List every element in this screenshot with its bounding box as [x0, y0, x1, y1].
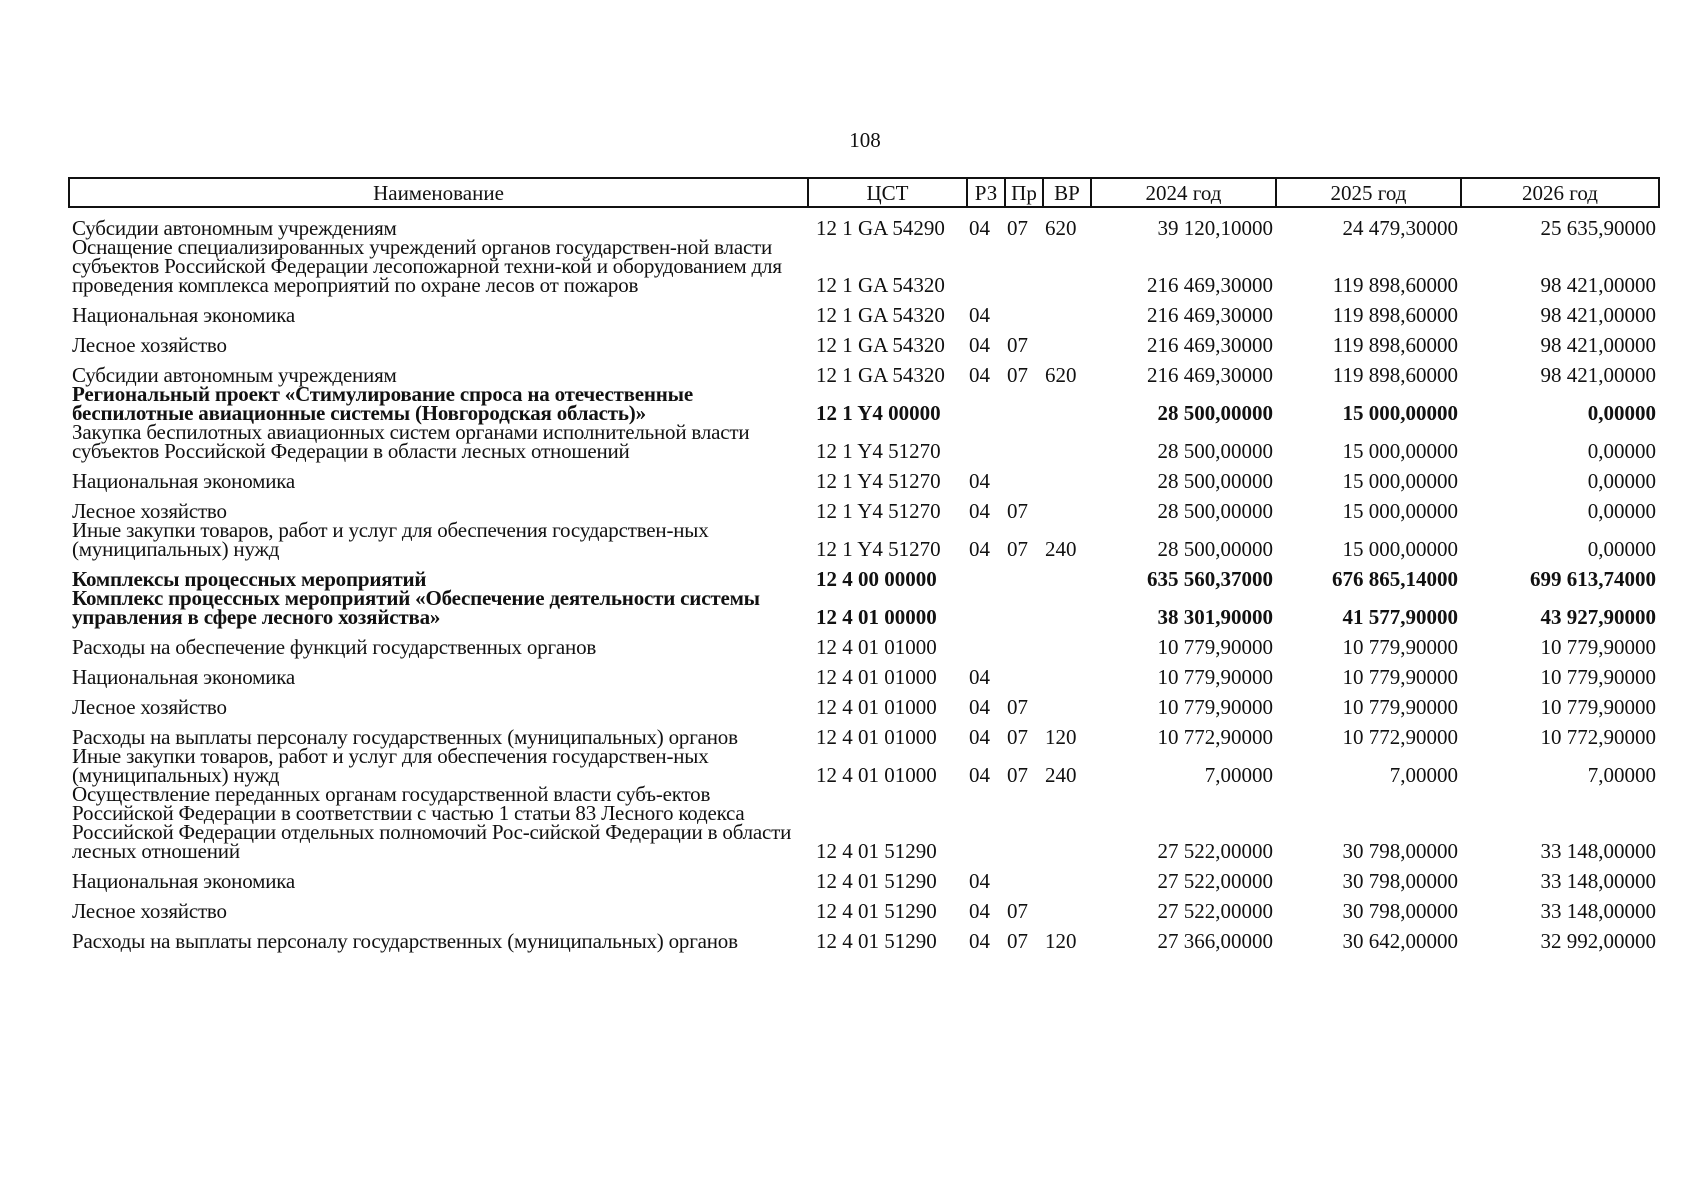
cell-2024: 7,00000: [1204, 763, 1273, 787]
cell-cst: 12 1 Y4 51270: [816, 537, 941, 561]
cell-cst: 12 4 01 01000: [816, 695, 937, 719]
header-2025: 2025 год: [1276, 178, 1461, 207]
cell-2026: 699 613,74000: [1530, 567, 1656, 591]
cell-cst: 12 1 Y4 00000: [816, 401, 941, 425]
cell-pr: [1005, 423, 1043, 461]
cell-name: Осуществление переданных органам государственной власти субъ-ектов Российской Федерации в соответствии с частью 1 статьи 83 Лесного кодекса Российской Федерации отдельных полномочий Рос-сийской Федерации в области лесных отношений: [72, 782, 792, 863]
cell-name: Лесное хозяйство: [72, 899, 227, 923]
table-row: [69, 385, 1659, 423]
cell-rz: [967, 627, 1005, 657]
cell-2024: 216 469,30000: [1147, 303, 1273, 327]
cell-pr: 07: [1007, 499, 1028, 523]
cell-2026: 7,00000: [1587, 763, 1656, 787]
cell-cst: 12 1 Y4 51270: [816, 469, 941, 493]
cell-2024: 10 779,90000: [1157, 665, 1273, 689]
cell-2025: 15 000,00000: [1342, 537, 1458, 561]
table-row: [69, 657, 1659, 687]
table-row: [69, 687, 1659, 717]
cell-cst: 12 1 Y4 51270: [816, 439, 941, 463]
header-vr: ВР: [1043, 178, 1091, 207]
table-row: [69, 891, 1659, 921]
table-row: [69, 861, 1659, 891]
cell-name: Региональный проект «Стимулирование спроса на отечественные беспилотные авиационные системы (Новгородская область)»: [72, 382, 693, 425]
cell-rz: 04: [969, 725, 990, 749]
cell-rz: 04: [969, 929, 990, 953]
cell-cst: 12 4 01 01000: [816, 635, 937, 659]
cell-name: Национальная экономика: [72, 665, 296, 689]
cell-rz: 04: [969, 763, 990, 787]
cell-2026: 43 927,90000: [1540, 605, 1656, 629]
cell-cst: 12 4 00 00000: [816, 567, 937, 591]
cell-vr: [1043, 657, 1091, 687]
cell-rz: 04: [969, 499, 990, 523]
cell-2024: 216 469,30000: [1147, 363, 1273, 387]
cell-2024: 39 120,10000: [1157, 216, 1273, 240]
table-row: [69, 521, 1659, 559]
cell-pr: [1005, 861, 1043, 891]
cell-2026: 0,00000: [1587, 499, 1656, 523]
cell-cst: 12 1 GA 54320: [816, 333, 945, 357]
table-row: [69, 589, 1659, 627]
cell-rz: [967, 385, 1005, 423]
cell-cst: 12 1 GA 54290: [816, 216, 945, 240]
cell-2025: 24 479,30000: [1342, 216, 1458, 240]
cell-name: Расходы на обеспечение функций государственных органов: [72, 635, 597, 659]
cell-pr: [1005, 295, 1043, 325]
cell-pr: 07: [1007, 537, 1028, 561]
cell-2025: 119 898,60000: [1332, 333, 1458, 357]
cell-2025: 41 577,90000: [1342, 605, 1458, 629]
cell-2025: 119 898,60000: [1332, 303, 1458, 327]
cell-pr: [1005, 785, 1043, 861]
cell-pr: 07: [1007, 929, 1028, 953]
cell-pr: [1005, 238, 1043, 295]
table-row: [69, 325, 1659, 355]
cell-vr: 620: [1045, 363, 1077, 387]
cell-pr: 07: [1007, 363, 1028, 387]
cell-2026: 98 421,00000: [1540, 363, 1656, 387]
table-row: [69, 627, 1659, 657]
cell-2026: 98 421,00000: [1540, 333, 1656, 357]
cell-name: Комплекс процессных мероприятий «Обеспечение деятельности системы управления в сфере лесного хозяйства»: [72, 586, 760, 629]
cell-pr: 07: [1007, 216, 1028, 240]
cell-2025: 15 000,00000: [1342, 439, 1458, 463]
cell-2025: 30 642,00000: [1342, 929, 1458, 953]
table-row: [69, 747, 1659, 785]
cell-vr: [1043, 461, 1091, 491]
cell-rz: 04: [969, 363, 990, 387]
cell-name: Иные закупки товаров, работ и услуг для обеспечения государствен-ных (муниципальных) нужд: [72, 518, 709, 561]
cell-cst: 12 4 01 51290: [816, 929, 937, 953]
cell-rz: 04: [969, 899, 990, 923]
cell-2025: 10 772,90000: [1342, 725, 1458, 749]
cell-vr: [1043, 325, 1091, 355]
cell-vr: [1043, 861, 1091, 891]
cell-cst: 12 4 01 01000: [816, 725, 937, 749]
cell-2024: 635 560,37000: [1147, 567, 1273, 591]
cell-pr: [1005, 559, 1043, 589]
cell-vr: [1043, 891, 1091, 921]
cell-pr: 07: [1007, 763, 1028, 787]
cell-cst: 12 4 01 51290: [816, 899, 937, 923]
cell-vr: [1043, 295, 1091, 325]
cell-2025: 7,00000: [1389, 763, 1458, 787]
cell-2026: 10 779,90000: [1540, 695, 1656, 719]
cell-2024: 10 779,90000: [1157, 695, 1273, 719]
cell-rz: [967, 589, 1005, 627]
cell-2026: 33 148,00000: [1540, 869, 1656, 893]
cell-rz: 04: [969, 537, 990, 561]
cell-2026: 0,00000: [1587, 537, 1656, 561]
cell-pr: [1005, 461, 1043, 491]
cell-vr: [1043, 238, 1091, 295]
cell-name: Комплексы процессных мероприятий: [72, 567, 427, 591]
cell-2025: 15 000,00000: [1342, 401, 1458, 425]
cell-2026: 10 779,90000: [1540, 635, 1656, 659]
cell-cst: 12 4 01 51290: [816, 839, 937, 863]
cell-vr: [1043, 385, 1091, 423]
cell-pr: [1005, 627, 1043, 657]
table-row: [69, 717, 1659, 747]
cell-vr: [1043, 589, 1091, 627]
cell-2025: 30 798,00000: [1342, 869, 1458, 893]
cell-name: Субсидии автономным учреждениям: [72, 216, 397, 240]
cell-cst: 12 1 GA 54320: [816, 363, 945, 387]
cell-vr: 620: [1045, 216, 1077, 240]
cell-2026: 33 148,00000: [1540, 839, 1656, 863]
cell-2024: 216 469,30000: [1147, 333, 1273, 357]
cell-2026: 0,00000: [1587, 469, 1656, 493]
cell-name: Лесное хозяйство: [72, 333, 227, 357]
cell-rz: [967, 559, 1005, 589]
cell-cst: 12 1 Y4 51270: [816, 499, 941, 523]
header-2026: 2026 год: [1461, 178, 1659, 207]
cell-rz: 04: [969, 469, 990, 493]
cell-name: Национальная экономика: [72, 869, 296, 893]
cell-name: Закупка беспилотных авиационных систем органами исполнительной власти субъектов Российской Федерации в области лесных отношений: [72, 420, 750, 463]
cell-cst: 12 4 01 01000: [816, 665, 937, 689]
cell-2025: 119 898,60000: [1332, 273, 1458, 297]
cell-name: Иные закупки товаров, работ и услуг для обеспечения государствен-ных (муниципальных) нужд: [72, 744, 709, 787]
cell-2026: 98 421,00000: [1540, 303, 1656, 327]
cell-2024: 27 522,00000: [1157, 899, 1273, 923]
cell-2024: 38 301,90000: [1157, 605, 1273, 629]
table-body: [69, 207, 1659, 951]
table-row: [69, 355, 1659, 385]
cell-vr: 120: [1045, 725, 1077, 749]
cell-name: Национальная экономика: [72, 469, 296, 493]
cell-2026: 0,00000: [1587, 439, 1656, 463]
cell-pr: 07: [1007, 725, 1028, 749]
table-row: [69, 423, 1659, 461]
cell-2024: 10 779,90000: [1157, 635, 1273, 659]
cell-2025: 30 798,00000: [1342, 899, 1458, 923]
cell-pr: 07: [1007, 695, 1028, 719]
header-2024: 2024 год: [1091, 178, 1276, 207]
cell-vr: [1043, 423, 1091, 461]
cell-2024: 27 366,00000: [1157, 929, 1273, 953]
cell-vr: [1043, 627, 1091, 657]
cell-name: Расходы на выплаты персоналу государственных (муниципальных) органов: [72, 929, 738, 953]
table-row: [69, 295, 1659, 325]
cell-2025: 10 779,90000: [1342, 635, 1458, 659]
cell-2025: 10 779,90000: [1342, 695, 1458, 719]
cell-vr: [1043, 785, 1091, 861]
cell-2025: 15 000,00000: [1342, 469, 1458, 493]
cell-vr: [1043, 559, 1091, 589]
cell-name: Расходы на выплаты персоналу государственных (муниципальных) органов: [72, 725, 738, 749]
cell-rz: [967, 785, 1005, 861]
cell-vr: 120: [1045, 929, 1077, 953]
cell-pr: [1005, 657, 1043, 687]
cell-rz: 04: [969, 303, 990, 327]
table-row: [69, 785, 1659, 861]
cell-2024: 27 522,00000: [1157, 869, 1273, 893]
cell-cst: 12 4 01 01000: [816, 763, 937, 787]
cell-rz: 04: [969, 869, 990, 893]
cell-2024: 28 500,00000: [1157, 469, 1273, 493]
cell-vr: [1043, 491, 1091, 521]
table-row: [69, 461, 1659, 491]
header-name: Наименование: [69, 178, 808, 207]
cell-name: Национальная экономика: [72, 303, 296, 327]
header-pr: Пр: [1005, 178, 1043, 207]
cell-cst: 12 4 01 00000: [816, 605, 937, 629]
cell-pr: [1005, 589, 1043, 627]
cell-cst: 12 1 GA 54320: [816, 303, 945, 327]
table-header: [69, 178, 1659, 207]
cell-rz: 04: [969, 665, 990, 689]
cell-2025: 10 779,90000: [1342, 665, 1458, 689]
cell-rz: 04: [969, 695, 990, 719]
cell-pr: 07: [1007, 333, 1028, 357]
cell-2024: 28 500,00000: [1157, 439, 1273, 463]
cell-cst: 12 4 01 51290: [816, 869, 937, 893]
cell-vr: 240: [1045, 763, 1077, 787]
table-row: [69, 238, 1659, 295]
cell-rz: 04: [969, 216, 990, 240]
header-cst: ЦСТ: [808, 178, 967, 207]
budget-table: [68, 177, 1660, 951]
cell-2026: 25 635,90000: [1540, 216, 1656, 240]
cell-pr: 07: [1007, 899, 1028, 923]
cell-2026: 98 421,00000: [1540, 273, 1656, 297]
cell-name: Лесное хозяйство: [72, 499, 227, 523]
cell-rz: [967, 238, 1005, 295]
cell-2025: 119 898,60000: [1332, 363, 1458, 387]
cell-2024: 216 469,30000: [1147, 273, 1273, 297]
cell-2026: 32 992,00000: [1540, 929, 1656, 953]
cell-2024: 10 772,90000: [1157, 725, 1273, 749]
cell-pr: [1005, 385, 1043, 423]
cell-2025: 15 000,00000: [1342, 499, 1458, 523]
header-rz: РЗ: [967, 178, 1005, 207]
table-row: [69, 559, 1659, 589]
cell-cst: 12 1 GA 54320: [816, 273, 945, 297]
cell-2026: 33 148,00000: [1540, 899, 1656, 923]
cell-2024: 28 500,00000: [1157, 499, 1273, 523]
cell-2026: 0,00000: [1587, 401, 1656, 425]
cell-2024: 28 500,00000: [1157, 401, 1273, 425]
cell-name: Оснащение специализированных учреждений органов государствен-ной власти субъектов Российской Федерации лесопожарной техни-кой и оборудованием для проведения комплекса мероприятий по охране лесов от пожаров: [72, 235, 782, 297]
cell-2025: 676 865,14000: [1332, 567, 1458, 591]
cell-name: Лесное хозяйство: [72, 695, 227, 719]
cell-2026: 10 779,90000: [1540, 665, 1656, 689]
cell-rz: 04: [969, 333, 990, 357]
cell-2025: 30 798,00000: [1342, 839, 1458, 863]
cell-name: Субсидии автономным учреждениям: [72, 363, 397, 387]
page-number: 108: [849, 128, 881, 152]
cell-2024: 27 522,00000: [1157, 839, 1273, 863]
cell-2026: 10 772,90000: [1540, 725, 1656, 749]
cell-vr: 240: [1045, 537, 1077, 561]
cell-2024: 28 500,00000: [1157, 537, 1273, 561]
cell-rz: [967, 423, 1005, 461]
table-row: [69, 207, 1659, 238]
table-row: [69, 921, 1659, 951]
cell-vr: [1043, 687, 1091, 717]
table-row: [69, 491, 1659, 521]
